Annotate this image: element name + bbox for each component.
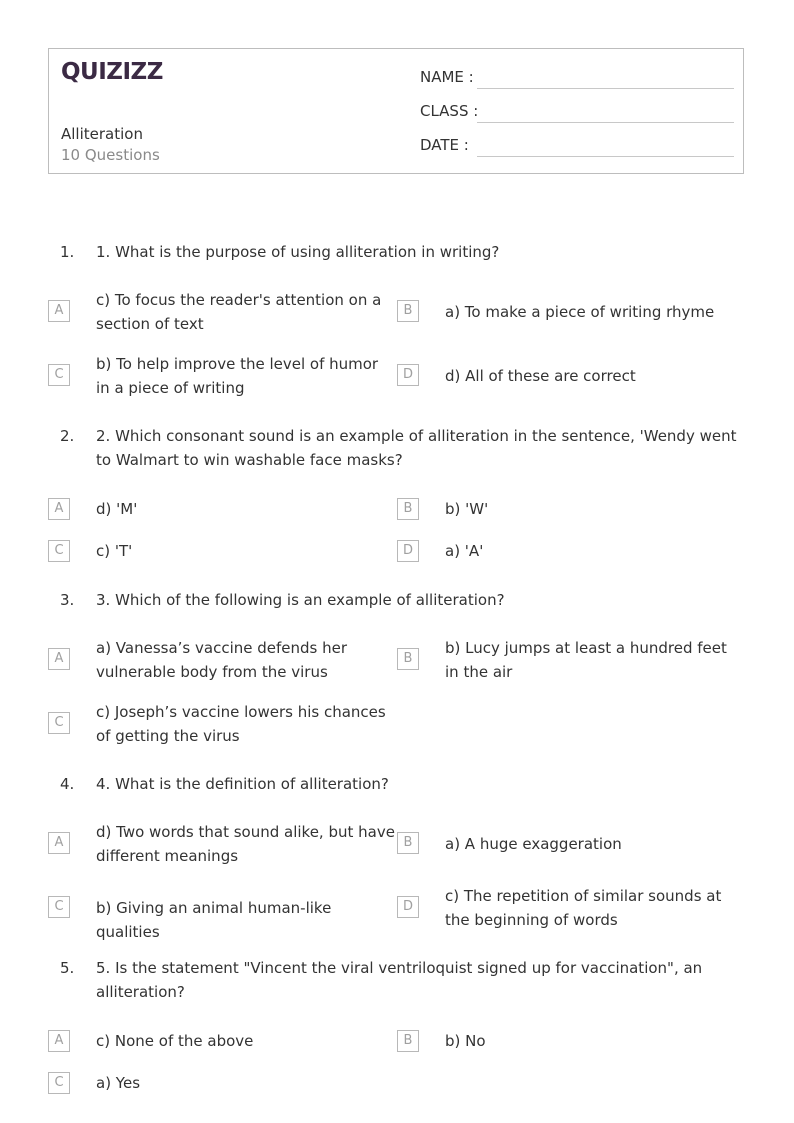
question-text: 2. Which consonant sound is an example of alliteration in the sentence, 'Wendy went to Walmart to win washable face masks? [96,427,737,469]
date-label: DATE : [420,136,469,154]
option-letter-box[interactable]: A [48,1030,70,1052]
question-text: 4. What is the definition of alliteration? [96,775,389,793]
option-letter-box[interactable]: C [48,364,70,386]
option-text: a) Yes [96,1074,141,1092]
question-text: 3. Which of the following is an example of alliteration? [96,591,505,609]
option-text: d) All of these are correct [445,367,636,385]
option-text: a) A huge exaggeration [445,835,622,853]
option-letter-box[interactable]: B [397,648,419,670]
option-letter-box[interactable]: A [48,300,70,322]
option-text: a) To make a piece of writing rhyme [445,303,715,321]
quizizz-logo: QUIZIZZ [61,59,163,85]
option-letter-box[interactable]: C [48,896,70,918]
question-number: 4. [60,775,75,793]
option-letter-box[interactable]: B [397,300,419,322]
option-text: a) Vanessa’s vaccine defends her vulnerable body from the virus [96,639,348,681]
date-line[interactable] [477,156,734,157]
question-number: 3. [60,591,75,609]
option-text: c) To focus the reader's attention on a section of text [96,291,382,333]
option-text: b) Giving an animal human-like qualities [96,899,332,941]
option-letter-box[interactable]: A [48,498,70,520]
worksheet-header [48,48,744,174]
option-text: c) Joseph’s vaccine lowers his chances of getting the virus [96,703,386,745]
option-letter-box[interactable]: C [48,712,70,734]
name-label: NAME : [420,68,474,86]
option-letter-box[interactable]: C [48,1072,70,1094]
name-line[interactable] [477,88,734,89]
option-text: a) 'A' [445,542,484,560]
option-letter-box[interactable]: B [397,1030,419,1052]
option-letter-box[interactable]: B [397,498,419,520]
class-label: CLASS : [420,102,479,120]
option-text: d) Two words that sound alike, but have different meanings [96,823,395,865]
class-field[interactable] [420,102,740,124]
worksheet-title: Alliteration [61,125,143,143]
question-number: 2. [60,427,75,445]
option-letter-box[interactable]: C [48,540,70,562]
option-letter-box[interactable]: A [48,648,70,670]
option-letter-box[interactable]: B [397,832,419,854]
option-text: b) No [445,1032,486,1050]
question-text: 5. Is the statement "Vincent the viral ventriloquist signed up for vaccination", an alliteration? [96,959,703,1001]
option-text: c) 'T' [96,542,133,560]
question-count: 10 Questions [61,146,160,164]
name-field[interactable] [420,68,740,90]
option-letter-box[interactable]: A [48,832,70,854]
question-text: 1. What is the purpose of using alliteration in writing? [96,243,500,261]
option-text: b) 'W' [445,500,489,518]
option-text: c) None of the above [96,1032,254,1050]
option-text: b) To help improve the level of humor in a piece of writing [96,355,379,397]
option-letter-box[interactable]: D [397,364,419,386]
option-text: b) Lucy jumps at least a hundred feet in the air [445,639,727,681]
option-letter-box[interactable]: D [397,896,419,918]
option-letter-box[interactable]: D [397,540,419,562]
question-number: 5. [60,959,75,977]
class-line[interactable] [477,122,734,123]
option-text: d) 'M' [96,500,138,518]
question-number: 1. [60,243,75,261]
date-field[interactable] [420,136,740,158]
option-text: c) The repetition of similar sounds at the beginning of words [445,887,722,929]
